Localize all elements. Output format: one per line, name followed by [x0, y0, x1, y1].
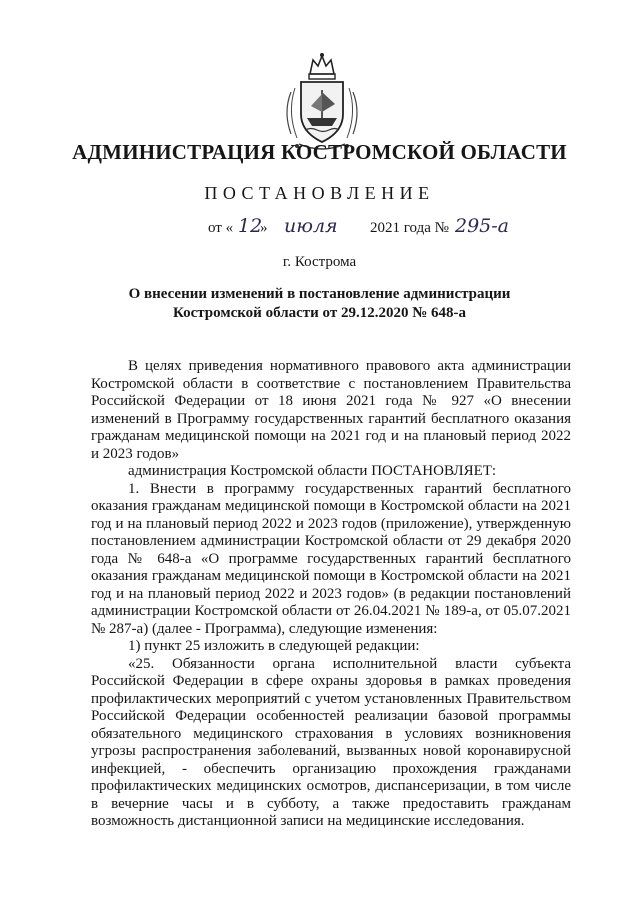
document-subject: [60, 285, 579, 323]
quoted-item-25-paragraph: «25. Обязанности органа исполнительной власти субъекта Российской Федерации в сфере охраны здоровья в рамках проведения профилактических мероприятий с учетом установленных Правительством Российской Федерации особенностей реализации базовой программы обязательного медицинского страхования в условиях возникновения угрозы распространения заболеваний, вызванных новой коронавирусной инфекцией, - обеспечить организацию прохождения гражданами профилактических медицинских осмотров, диспансеризации, в том числе в вечерние часы и в субботу, а также предоставить гражданам возможность дистанционной записи на медицинские исследования.: [91, 655, 571, 829]
date-month: июля: [284, 215, 338, 237]
subitem-1-paragraph: 1) пункт 25 изложить в следующей редакции:: [128, 638, 420, 654]
item-1-paragraph: 1. Внести в программу государственных гарантий бесплатного оказания гражданам медицинской помощи в Костромской области на 2021 год и на плановый период 2022 и 2023 годов (приложение), утвержденную постановлением администрации Костромской области от 29 декабря 2020 года № 648-а «О программе государственных гарантий бесплатного оказания гражданам медицинской помощи в Костромской области на 2021 год и на плановый период 2022 и 2023 годов» (в редакции постановлений администрации Костромской области от 26.04.2021 № 189-а, от 05.07.2021 № 287-а) (далее - Программа), следующие изменения:: [91, 480, 571, 637]
document-body: [91, 358, 571, 831]
city: г. Кострома: [282, 254, 357, 270]
date-year: 2021 года №: [370, 220, 449, 236]
date-line: [0, 213, 639, 243]
date-day: 12: [238, 215, 263, 237]
date-prefix: от «: [208, 220, 234, 236]
organization-title: АДМИНИСТРАЦИЯ КОСТРОМСКОЙ ОБЛАСТИ: [72, 140, 567, 164]
subject-line-2: Костромской области от 29.12.2020 № 648-а: [172, 305, 467, 321]
resolution-paragraph: администрация Костромской области ПОСТАНОВЛЯЕТ:: [128, 463, 497, 479]
document-number: 295-а: [455, 215, 510, 237]
preamble-paragraph: В целях приведения нормативного правового акта администрации Костромской области в соответствие с постановлением Правительства Российской Федерации от 18 июня 2021 года № 927 «О внесении изменений в Программу государственных гарантий бесплатного оказания гражданам медицинской помощи на 2021 год и на плановый период 2022 и 2023 годов»: [91, 358, 571, 462]
date-quote-close: »: [260, 220, 268, 236]
subject-line-1: О внесении изменений в постановление администрации: [128, 286, 511, 302]
document-type: ПОСТАНОВЛЕНИЕ: [204, 183, 435, 203]
